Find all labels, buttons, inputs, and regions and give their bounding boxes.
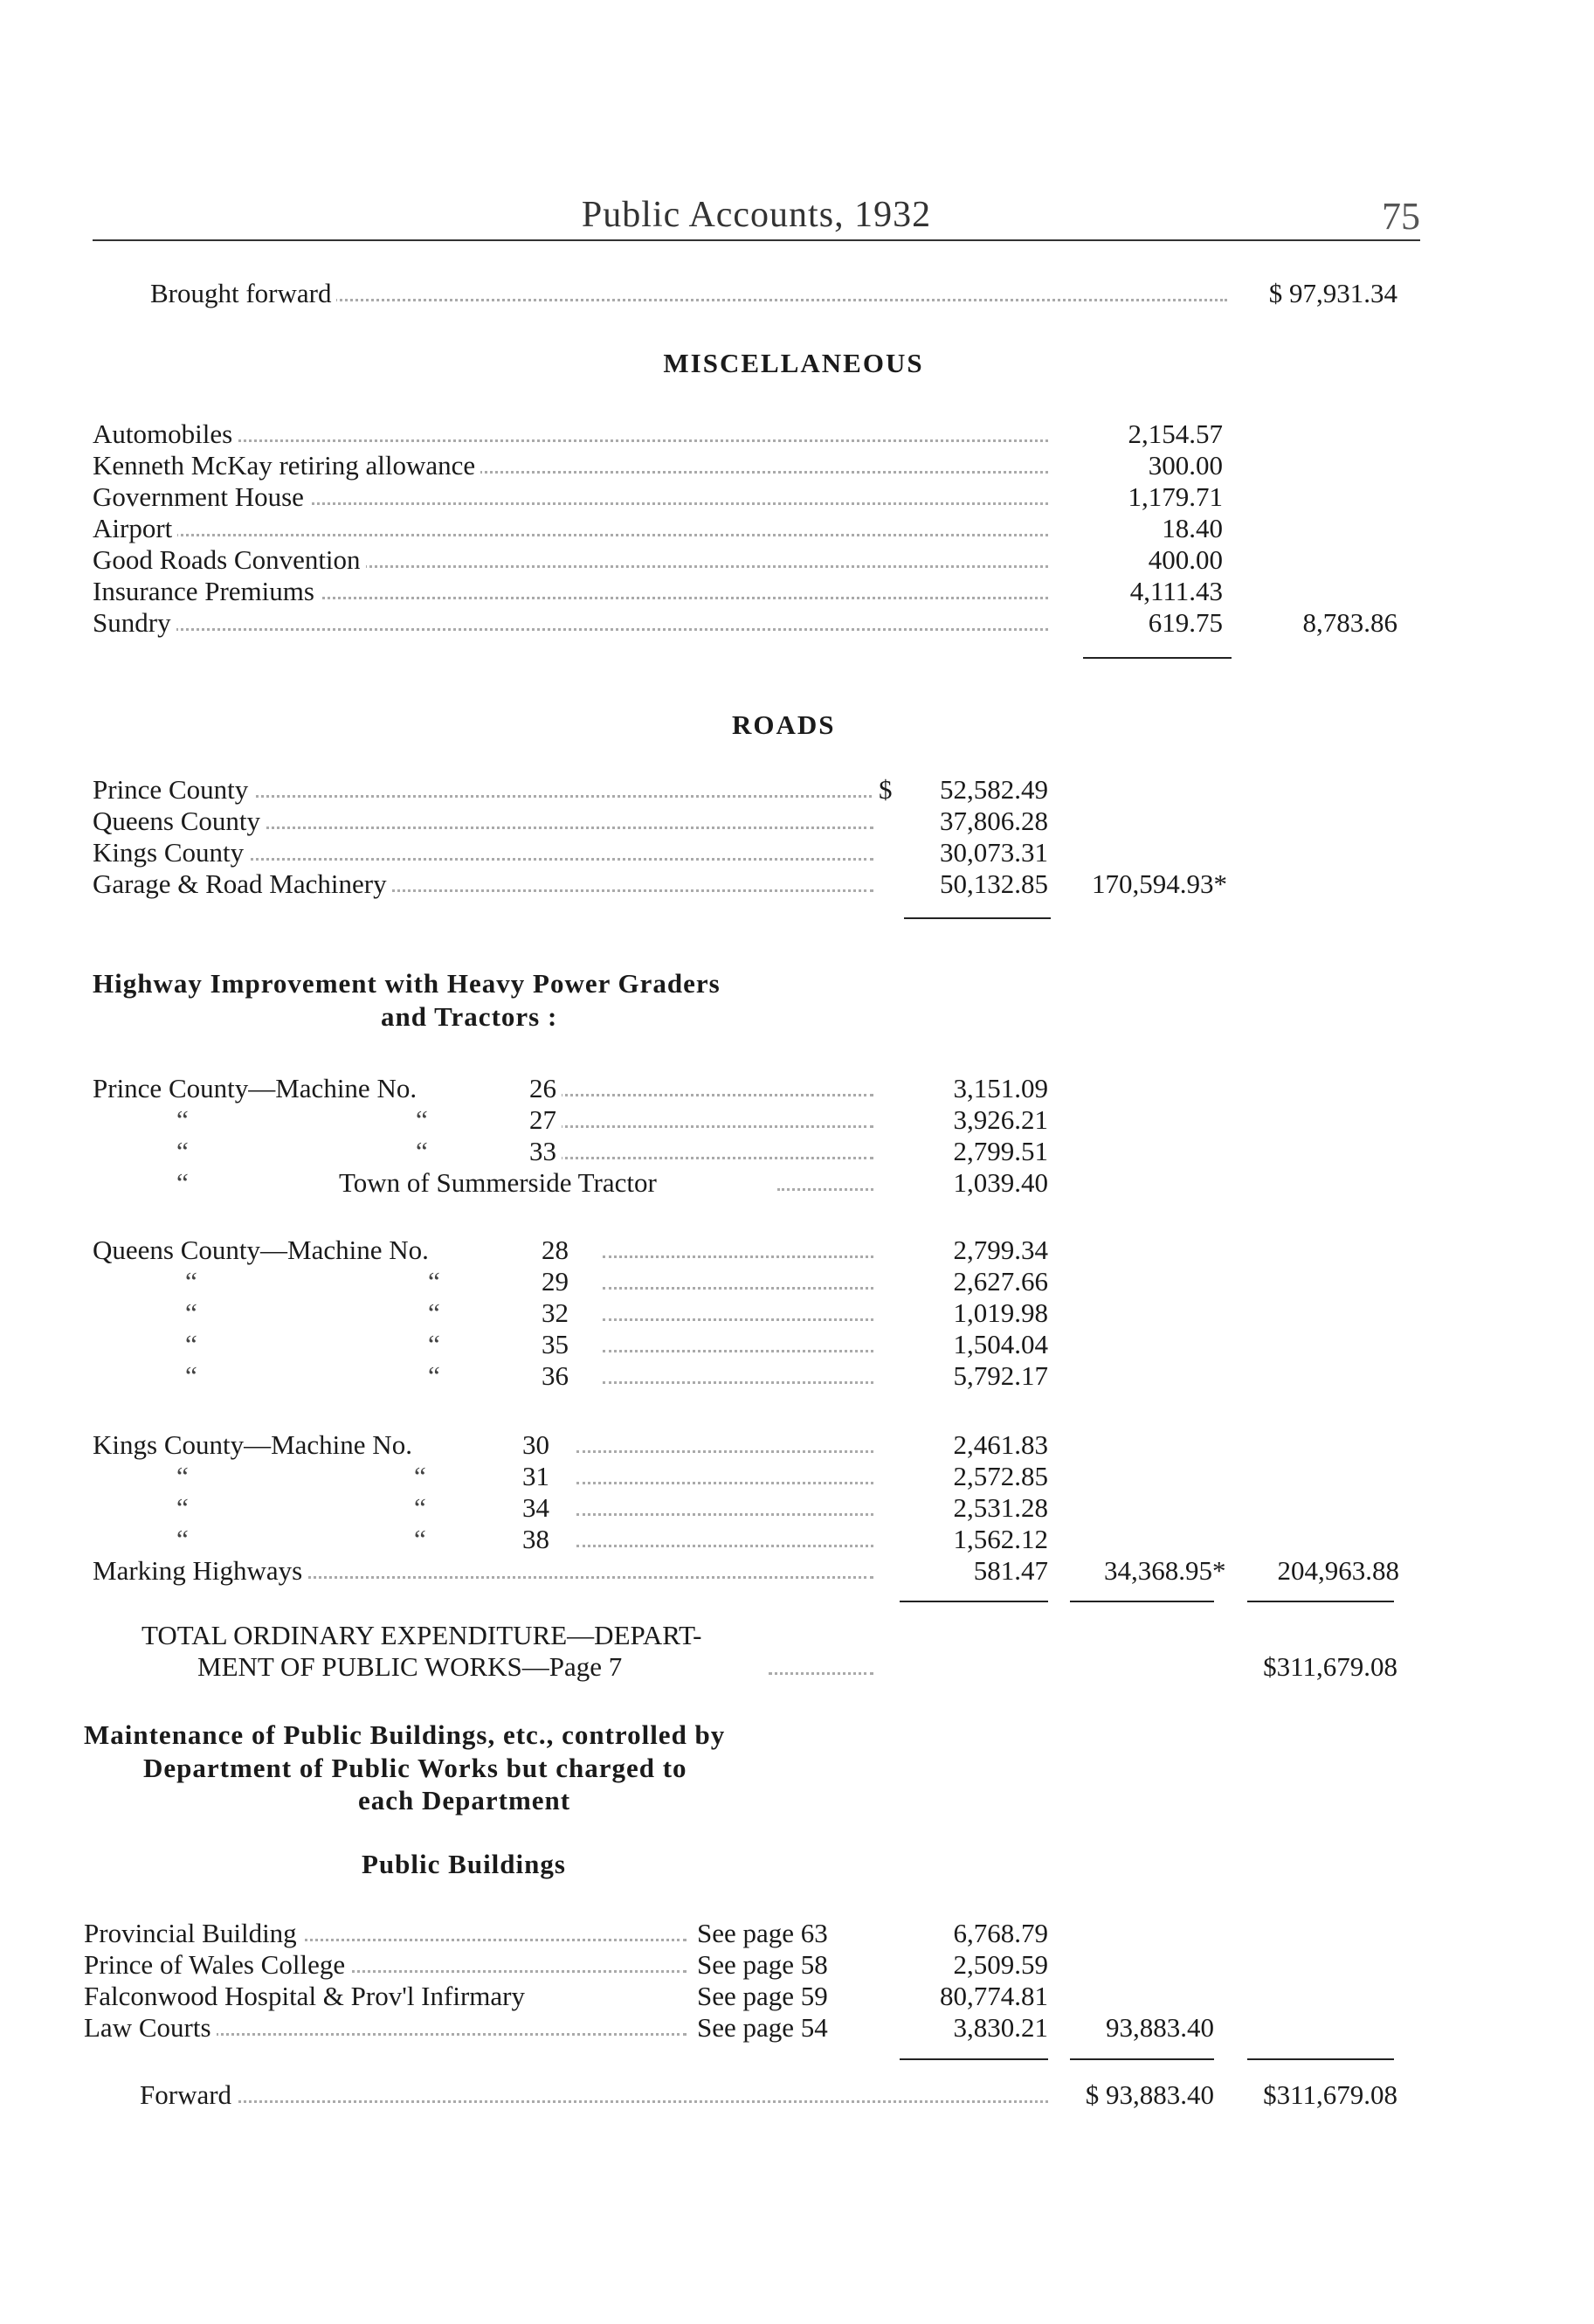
queens-machine-label: Queens County—Machine No. [93, 1235, 434, 1266]
building-page-ref: See page 63 [692, 1918, 828, 1949]
machine-number: 38 [522, 1524, 555, 1555]
misc-total: 8,783.86 [1302, 607, 1397, 638]
roads-item-amount: 50,132.85 [940, 868, 1048, 899]
building-label: Prince of Wales College [84, 1949, 350, 1981]
marking-highways-label: Marking Highways [93, 1555, 307, 1587]
ditto-mark: “ [414, 1524, 426, 1554]
table-row [0, 418, 1594, 450]
roads-item-label: Prince County [93, 774, 253, 806]
machine-number: 36 [542, 1360, 574, 1392]
ditto-mark: “ [176, 1461, 189, 1491]
table-row [0, 607, 1594, 639]
roads-total: 170,594.93* [1092, 868, 1227, 899]
highway-subtotal: 34,368.95* [1104, 1555, 1226, 1586]
ditto-mark: “ [185, 1360, 197, 1391]
leader-dots [559, 1104, 873, 1128]
table-row [0, 481, 1594, 513]
roads-item-label: Garage & Road Machinery [93, 868, 392, 900]
leader-dots [603, 1329, 873, 1352]
machine-number: 35 [542, 1329, 574, 1360]
leader-dots [603, 1360, 873, 1384]
ditto-mark: “ [428, 1329, 440, 1359]
ditto-mark: “ [428, 1266, 440, 1297]
ditto-mark: “ [185, 1297, 197, 1328]
table-row [0, 1524, 1594, 1555]
building-amount: 3,830.21 [953, 2012, 1048, 2043]
machine-amount: 1,039.40 [953, 1167, 1048, 1198]
misc-item-label: Airport [93, 513, 177, 544]
leader-dots [262, 278, 1227, 301]
page-header [93, 194, 1420, 246]
table-row [0, 576, 1594, 607]
leader-dots [777, 1167, 873, 1191]
subtotal-rule [1070, 2058, 1214, 2060]
total-ordinary-label-2: MENT OF PUBLIC WORKS—Page 7 [197, 1651, 627, 1683]
public-buildings-subtitle: Public Buildings [362, 1849, 566, 1879]
subtotal-rule [900, 1601, 1048, 1602]
table-row [0, 1266, 1594, 1297]
misc-item-amount: 300.00 [1148, 450, 1223, 481]
marking-highways-amount: 581.47 [973, 1555, 1048, 1586]
roads-item-label: Kings County [93, 837, 249, 868]
building-amount: 6,768.79 [953, 1918, 1048, 1948]
table-row [0, 1073, 1594, 1104]
building-label: Falconwood Hospital & Prov'l Infirmary [84, 1981, 530, 2012]
machine-amount: 3,926.21 [953, 1104, 1048, 1135]
table-row [0, 450, 1594, 481]
ditto-mark: “ [414, 1492, 426, 1523]
total-ordinary-label-1: TOTAL ORDINARY EXPENDITURE—DEPART- [141, 1620, 707, 1651]
total-ordinary-line1 [0, 1620, 1594, 1651]
ditto-mark: “ [416, 1136, 428, 1166]
table-row [0, 1297, 1594, 1329]
brought-forward-row [0, 278, 1594, 309]
forward-amount-2: $311,679.08 [1263, 2079, 1397, 2110]
maintenance-title-line2: Department of Public Works but charged to [143, 1753, 687, 1783]
building-page-ref: See page 59 [692, 1981, 828, 2012]
table-row [0, 1104, 1594, 1136]
brought-forward-label: Brought forward [150, 278, 336, 309]
forward-label: Forward [140, 2079, 237, 2111]
machine-amount: 3,151.09 [953, 1073, 1048, 1103]
table-row [0, 1360, 1594, 1392]
building-page-ref: See page 58 [692, 1949, 828, 1981]
leader-dots [603, 1297, 873, 1321]
ditto-mark: “ [176, 1167, 189, 1198]
leader-dots [603, 1266, 873, 1290]
leader-dots [603, 1235, 873, 1258]
machine-number: 33 [529, 1136, 562, 1167]
total-ordinary-amount: $311,679.08 [1263, 1651, 1397, 1682]
misc-item-label: Government House [93, 481, 309, 513]
machine-amount: 1,504.04 [953, 1329, 1048, 1359]
machine-amount: 2,461.83 [953, 1429, 1048, 1460]
highway-title-line2: and Tractors : [381, 1001, 558, 1032]
maintenance-title-line3: each Department [358, 1785, 571, 1816]
roads-item-amount: 30,073.31 [940, 837, 1048, 868]
table-row [0, 1949, 1594, 1981]
table-row [0, 1492, 1594, 1524]
table-row [0, 1918, 1594, 1949]
machine-number: 31 [522, 1461, 555, 1492]
page-number: 75 [1382, 195, 1420, 238]
building-page-ref: See page 54 [692, 2012, 828, 2044]
header-rule [93, 239, 1420, 241]
brought-forward-amount: $ 97,931.34 [1227, 278, 1397, 309]
forward-amount-1: $ 93,883.40 [1048, 2079, 1214, 2111]
misc-item-amount: 1,179.71 [1128, 481, 1223, 512]
table-row [0, 1555, 1594, 1587]
table-row [0, 1235, 1594, 1266]
table-row [0, 1136, 1594, 1167]
machine-number: 32 [542, 1297, 574, 1329]
page-title: Public Accounts, 1932 [581, 195, 932, 235]
building-label: Law Courts [84, 2012, 217, 2044]
table-row [0, 1429, 1594, 1461]
ditto-mark: “ [176, 1104, 189, 1135]
building-amount: 2,509.59 [953, 1949, 1048, 1980]
roads-item-amount: 37,806.28 [940, 806, 1048, 836]
table-row [0, 1329, 1594, 1360]
building-label: Provincial Building [84, 1918, 302, 1949]
section-title-miscellaneous: MISCELLANEOUS [663, 348, 924, 378]
misc-item-amount: 18.40 [1162, 513, 1223, 543]
ditto-mark: “ [176, 1136, 189, 1166]
leader-dots [559, 1136, 873, 1159]
leader-dots [769, 1651, 873, 1675]
machine-amount: 2,799.51 [953, 1136, 1048, 1166]
machine-number: 30 [522, 1429, 555, 1461]
leader-dots [140, 2079, 1048, 2103]
misc-item-label: Automobiles [93, 418, 238, 450]
leader-dots [559, 1073, 873, 1096]
highway-total: 204,963.88 [1277, 1555, 1399, 1586]
ditto-mark: “ [185, 1329, 197, 1359]
misc-item-amount: 4,111.43 [1129, 576, 1223, 606]
leader-dots [576, 1492, 873, 1516]
leader-dots [576, 1524, 873, 1547]
table-row [0, 1461, 1594, 1492]
ditto-mark: “ [185, 1266, 197, 1297]
leader-dots [93, 607, 1048, 631]
machine-number: 34 [522, 1492, 555, 1524]
prince-machine-label: Prince County—Machine No. [93, 1073, 422, 1104]
maintenance-title-line1: Maintenance of Public Buildings, etc., controlled by [84, 1719, 726, 1750]
machine-number: 28 [542, 1235, 574, 1266]
roads-item-label: Queens County [93, 806, 266, 837]
ditto-mark: “ [428, 1297, 440, 1328]
machine-number: 26 [529, 1073, 562, 1104]
ditto-mark: “ [428, 1360, 440, 1391]
machine-number: 29 [542, 1266, 574, 1297]
machine-amount: 2,572.85 [953, 1461, 1048, 1491]
misc-item-amount: 619.75 [1148, 607, 1223, 638]
roads-dollar-sign: $ [875, 774, 893, 806]
table-row [0, 837, 1594, 868]
table-row [0, 806, 1594, 837]
summerside-tractor-label: Town of Summerside Tractor [339, 1167, 662, 1199]
total-ordinary-line2 [0, 1651, 1594, 1683]
machine-amount: 2,799.34 [953, 1235, 1048, 1265]
table-row [0, 868, 1594, 900]
public-buildings-total: 93,883.40 [1106, 2012, 1214, 2043]
misc-item-label: Kenneth McKay retiring allowance [93, 450, 480, 481]
machine-amount: 1,562.12 [953, 1524, 1048, 1554]
leader-dots [576, 1429, 873, 1453]
subtotal-rule [1247, 2058, 1394, 2060]
section-title-roads: ROADS [732, 709, 836, 740]
table-row [0, 513, 1594, 544]
ditto-mark: “ [176, 1524, 189, 1554]
subtotal-rule [1083, 657, 1232, 659]
misc-item-label: Insurance Premiums [93, 576, 320, 607]
misc-item-label: Good Roads Convention [93, 544, 366, 576]
table-row [0, 2012, 1594, 2044]
misc-item-label: Sundry [93, 607, 176, 639]
table-row [0, 1167, 1594, 1199]
ditto-mark: “ [416, 1104, 428, 1135]
subtotal-rule [1247, 1601, 1394, 1602]
table-row [0, 1981, 1594, 2012]
machine-amount: 2,531.28 [953, 1492, 1048, 1523]
machine-amount: 1,019.98 [953, 1297, 1048, 1328]
machine-amount: 5,792.17 [953, 1360, 1048, 1391]
highway-title-line1: Highway Improvement with Heavy Power Graders [93, 968, 721, 999]
subtotal-rule [1070, 1601, 1214, 1602]
misc-item-amount: 2,154.57 [1128, 418, 1223, 449]
subtotal-rule [904, 917, 1051, 919]
subtotal-rule [900, 2058, 1048, 2060]
leader-dots [576, 1461, 873, 1484]
kings-machine-label: Kings County—Machine No. [93, 1429, 417, 1461]
building-amount: 80,774.81 [940, 1981, 1048, 2011]
table-row [0, 774, 1594, 806]
leader-dots [93, 513, 1048, 536]
ditto-mark: “ [176, 1492, 189, 1523]
forward-row [0, 2079, 1594, 2111]
misc-item-amount: 400.00 [1148, 544, 1223, 575]
machine-number: 27 [529, 1104, 562, 1136]
roads-item-amount: 52,582.49 [940, 774, 1048, 805]
ditto-mark: “ [414, 1461, 426, 1491]
machine-amount: 2,627.66 [953, 1266, 1048, 1297]
table-row [0, 544, 1594, 576]
